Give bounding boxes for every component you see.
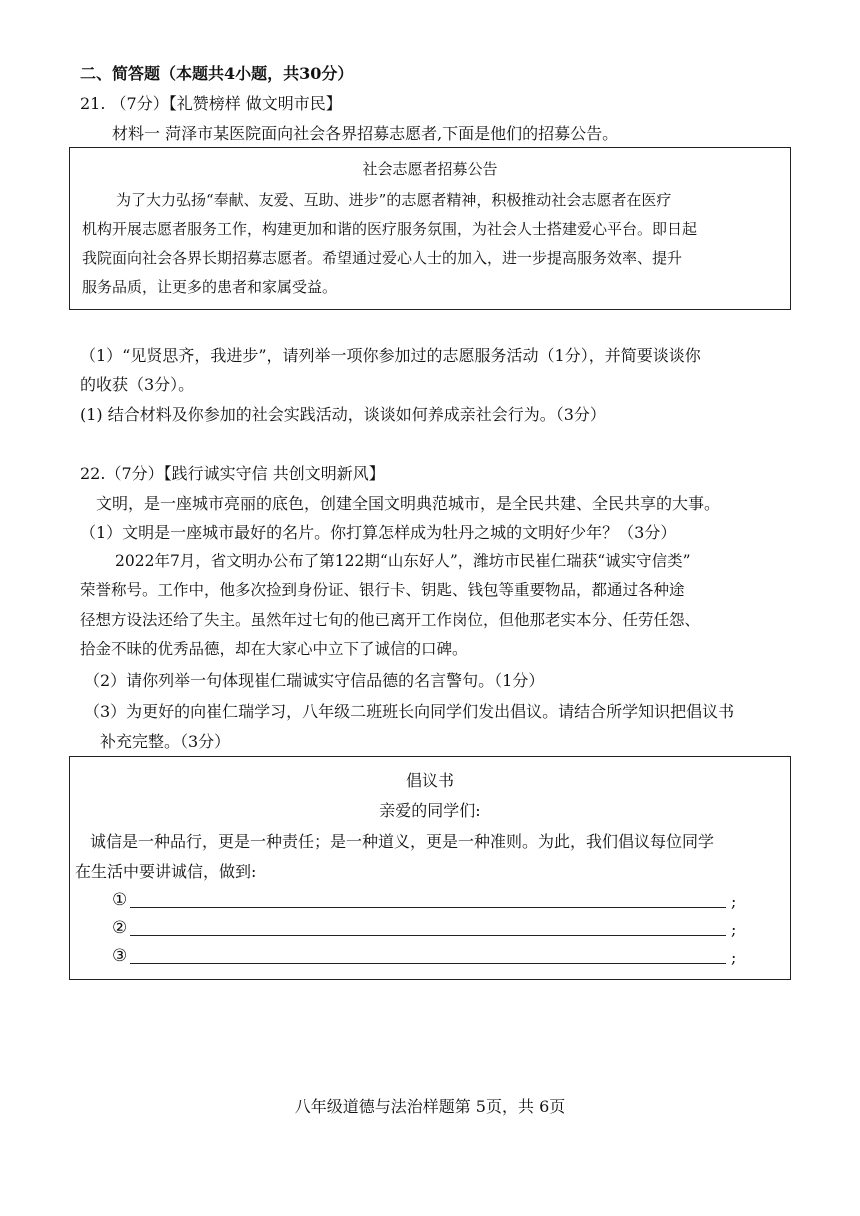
q22-story-line: 2022年7月，省文明办公布了第122期“山东好人”，潍坊市民崔仁瑞获“诚实守信类” [115, 552, 691, 570]
item-end: ; [731, 892, 737, 911]
q22-sub3-line1: （3）为更好的向崔仁瑞学习，八年级二班班长向同学们发出倡议。请结合所学知识把倡议书 [84, 702, 735, 721]
proposal-body-line: 诚信是一种品行，更是一种责任；是一种道义，更是一种准则。为此，我们倡议每位同学 [90, 832, 715, 851]
proposal-box [69, 756, 791, 980]
proposal-title: 倡议书 [405, 771, 454, 790]
notice-line: 服务品质，让更多的患者和家属受益。 [82, 278, 338, 296]
q22-story-line: 荣誉称号。工作中，他多次捡到身份证、银行卡、钥匙、钱包等重要物品，都通过各种途 [80, 581, 685, 599]
proposal-body-line: 在生活中要讲诚信，做到: [75, 862, 257, 881]
q22-sub3-line2: 补充完整。（3分） [100, 732, 231, 751]
q21-sub1-line1: （1）“见贤思齐，我进步”，请列举一项你参加过的志愿服务活动（1分），并简要谈谈你 [80, 346, 701, 365]
section-heading: 二、简答题（本题共4小题，共30分） [80, 64, 354, 83]
page-footer: 八年级道德与法治样题第 5页，共 6页 [294, 1097, 566, 1116]
q21-material-intro: 材料一 菏泽市某医院面向社会各界招募志愿者,下面是他们的招募公告。 [112, 124, 619, 143]
answer-line[interactable] [130, 963, 726, 964]
item-end: ; [731, 920, 737, 939]
q21-sub2: (1) 结合材料及你参加的社会实践活动，谈谈如何养成亲社会行为。（3分） [80, 405, 606, 424]
answer-line[interactable] [130, 907, 726, 908]
q22-story-line: 拾金不昧的优秀品德，却在大家心中立下了诚信的口碑。 [80, 640, 468, 658]
recruitment-notice-box [69, 147, 791, 310]
q22-header: 22.（7分）【践行诚实守信 共创文明新风】 [80, 464, 385, 483]
notice-line: 我院面向社会各界长期招募志愿者。希望通过爱心人士的加入，进一步提高服务效率、提升 [82, 249, 683, 267]
item-marker: ② [112, 918, 128, 938]
item-end: ; [731, 948, 737, 967]
proposal-greeting: 亲爱的同学们: [379, 801, 481, 820]
item-marker: ① [112, 890, 128, 910]
answer-line[interactable] [130, 935, 726, 936]
q22-sub1: （1）文明是一座城市最好的名片。你打算怎样成为牡丹之城的文明好少年？（3分） [80, 523, 677, 542]
q21-sub1-line2: 的收获（3分）。 [80, 375, 195, 394]
q22-sub2: （2）请你列举一句体现崔仁瑞诚实守信品德的名言警句。（1分） [84, 671, 545, 690]
notice-title: 社会志愿者招募公告 [362, 160, 498, 178]
q22-story-line: 径想方设法还给了失主。虽然年过七旬的他已离开工作岗位，但他那老实本分、任劳任怨、 [80, 611, 701, 629]
notice-line: 机构开展志愿者服务工作，构建更加和谐的医疗服务氛围，为社会人士搭建爱心平台。即日起 [82, 220, 698, 238]
q22-intro: 文明，是一座城市亮丽的底色，创建全国文明典范城市，是全民共建、全民共享的大事。 [96, 494, 721, 513]
notice-line: 为了大力弘扬“奉献、友爱、互助、进步”的志愿者精神，积极推动社会志愿者在医疗 [116, 191, 672, 209]
q21-header: 21. （7分）【礼赞榜样 做文明市民】 [80, 94, 342, 113]
item-marker: ③ [112, 946, 128, 966]
